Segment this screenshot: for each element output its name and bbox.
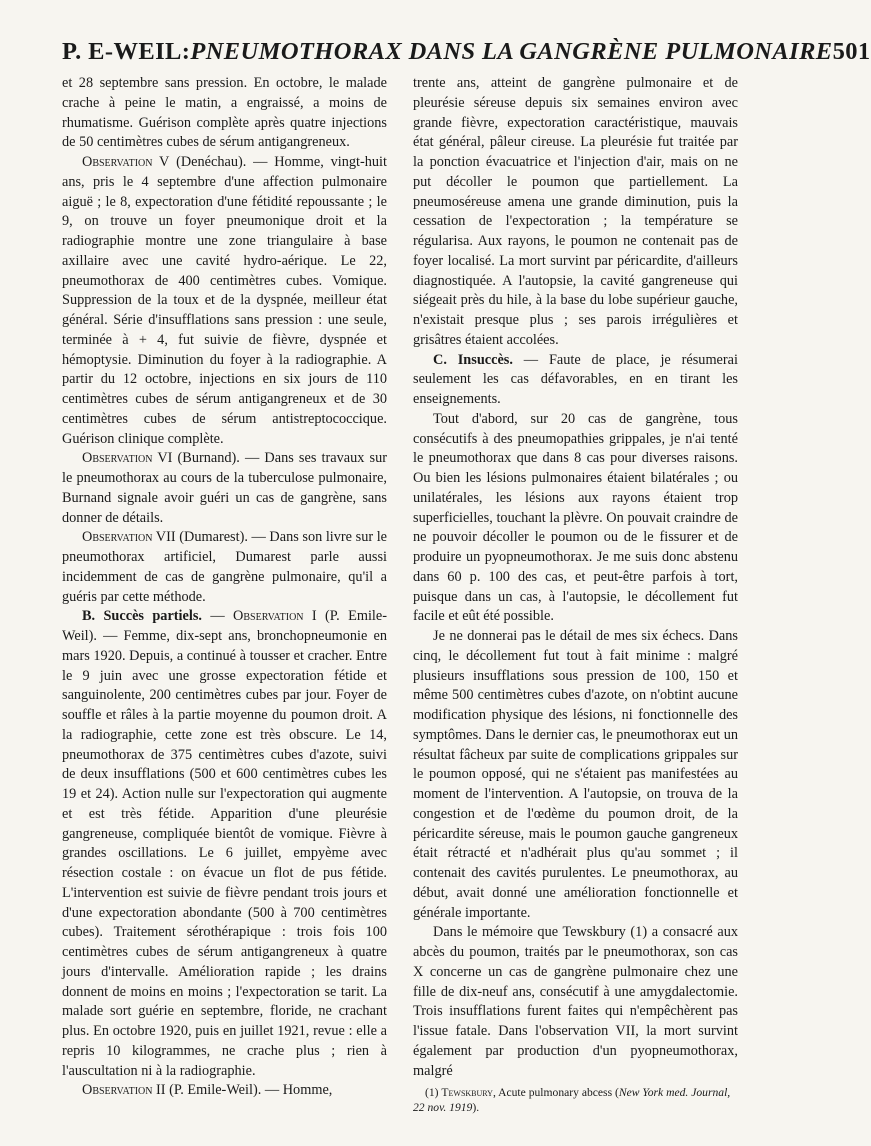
paragraph-observation-ii [62, 1081, 387, 1101]
paragraph: trente ans, atteint de gangrène pulmonaire et de pleurésie séreuse depuis six semaines environ avec grande fièvre, expectoration caractéristique, mauvais état général, pâleur cireuse. La pleurésie fut traitée par la ponction évacuatrice et l'injection d'air, mais on ne put décoller le poumon que partiellement. La pneumoséreuse amena une grande diminution, puis la cessation de l'expectoration ; la température se régularisa. Aux rayons, le poumon ne contenait pas de foyer localisé. La mort survint par péricardite, d'ailleurs diagnostiquée. A l'autopsie, la cavité gangreneuse qui siégeait près du hile, à la base du lobe supérieur gauche, n'existait presque plus ; ses parois irrégulières et grisâtres étaient accolées. [413, 75, 738, 348]
page-number: 501 [832, 38, 871, 65]
paragraph-text: (P. Emile-Weil). — Femme, dix-sept ans, bronchopneumonie en mars 1920. Depuis, a continué à tousser et cracher. Entre le 9 juin avec une grosse expectoration fétide et sanguinolente, 200 centimètres cubes par jour. Foyer de souffle et râles à la partie moyenne du poumon droit. A la radiographie, cette zone est très obscure. Le 14, pneumothorax de 375 centimètres cubes d'azote, suivi de deux insufflations (500 et 600 centimètres cubes les 19 et 24). Action nulle sur l'expectoration qui augmente et est très fétide. Apparition d'une pleurésie gangreneuse, compliquée bientôt de vomique. Fièvre à grandes oscillations. Le 6 juillet, empyème avec résection costale : on évacue un flot de pus fétide. L'intervention est suivie de fièvre pendant trois jours et d'une expectoration abondante (500 à 700 centimètres cubes). Traitement sérothérapique : trois fois 100 centimètres cubes de sérum antigangreneux à quatre jours d'intervalle. Amélioration rapide ; les drains donnent de moins en moins ; l'expectoration se tarit. La malade sort guérie en septembre, floride, ne crachant plus. En octobre 1920, puis en juillet 1921, revue : elle a repris 10 kilogrammes, ne crache plus ; rien à l'auscultation ni à la radiographie. [62, 608, 387, 1079]
paragraph-observation-vii [62, 528, 387, 607]
running-head-author: P. E-WEIL: [62, 38, 191, 65]
section-heading: B. Succès partiels. [82, 608, 202, 625]
section-heading: C. Insuccès. [433, 351, 513, 368]
observation-label: Observation VI [82, 450, 173, 467]
footnote-mark: (1) [425, 1086, 442, 1100]
footnote [413, 1085, 738, 1115]
observation-label: Observation VII [82, 529, 176, 546]
paragraph-observation-v [62, 153, 387, 449]
paragraph: Tout d'abord, sur 20 cas de gangrène, tous consécutifs à des pneumopathies grippales, je n'ai tenté le pneumothorax que dans 8 cas pour diverses raisons. Ou bien les lésions pulmonaires étaient bilatérales ; ou unilatérales, les lésions aux rayons étaient trop superficielles, touchant la plèvre. On pouvait craindre de ne pouvoir décoller le poumon ou de le fissurer et de produire un pyopneumothorax. Je me suis donc abstenu dans 60 p. 100 des cas, et peut-être parfois à tort, puisque dans un cas, à l'autopsie, le décollement fut facile et eût été possible. [413, 410, 738, 625]
footnote-author: Tewskbury, [441, 1086, 496, 1100]
paragraph: et 28 septembre sans pression. En octobre, le malade crache à peine le matin, a engraissé, a moins de rhumatisme. Guérison complète après quatre injections de 50 centimètres cubes de sérum antigangreneux. [62, 75, 387, 151]
footnote-text: Acute pulmonary abcess ( [495, 1086, 619, 1100]
observation-label: Observation I [233, 608, 317, 625]
footnote-end: ). [472, 1101, 480, 1115]
running-head-title: PNEUMOTHORAX DANS LA GANGRÈNE PULMONAIRE [190, 38, 833, 65]
paragraph-text: (Dumarest). — Dans son livre sur le pneumothorax artificiel, Dumarest parle aussi incidemment de cas de gangrène pulmonaire, qu'il a guéris par cette méthode. [62, 529, 388, 605]
paragraph: Je ne donnerai pas le détail de mes six échecs. Dans cinq, le décollement fut tout à fait minime : malgré plusieurs insufflations sous pression de 100, 150 et même 500 centimètres cubes d'azote, on n'obtint aucune modification physique des lésions, ni fonctionnelle des symptômes. Dans le dernier cas, le pneumothorax eut un résultat fâcheux par suite de complications grippales sur le poumon opposé, qui ne s'étaient pas manifestées au moment de l'intervention. A l'autopsie, on trouva de la congestion et de l'œdème du poumon droit, de la péricardite séreuse, mais le poumon gauche gangreneux était rétracté et n'adhérait plus qu'au sommet ; il contenait des cavités purulentes. Le pneumothorax, au début, avait donné une amélioration fonctionnelle et générale importante. [413, 628, 738, 921]
paragraph-observation-vi [62, 449, 387, 528]
observation-label: Observation V [82, 154, 170, 170]
paragraph-text: (P. Emile-Weil). — Homme, [165, 1082, 333, 1099]
dash: — [202, 608, 234, 625]
paragraph-text: — Faute de place, je résumerai seulement les cas défavorables, en en tirant les enseignements. [413, 351, 738, 407]
paragraph-insucces [413, 351, 738, 410]
running-head [62, 38, 871, 66]
paragraph-text: (Denéchau). — Homme, vingt-huit ans, pris le 4 septembre d'une affection pulmonaire aiguë ; le 8, expectoration d'une fétidité repoussante ; le 9, on trouve un foyer pneumonique droit et la radiographie montre une zone triangulaire à base axillaire avec une cavité hydro-aérique. Le 22, pneumothorax de 400 centimètres cubes. Vomique. Suppression de la toux et de la dyspnée, meilleur état général. Série d'insufflations sans pression : une seule, terminée à + 4, fut suivie de fièvre, dyspnée et hémoptysie. Diminution du foyer à la radiographie. A partir du 12 octobre, injections en six jours de 110 centimètres cubes de sérum antigangreneux et de 30 centimètres cubes de sérum antistreptococcique. Guérison clinique complète. [62, 154, 387, 447]
paragraph-succes-partiels [62, 607, 387, 1081]
right-column [413, 74, 738, 1115]
left-column [62, 74, 387, 1115]
paragraph-text: (Burnand). — Dans ses travaux sur le pneumothorax au cours de la tuberculose pulmonaire, Burnand signale avoir guéri un cas de gangrène, sans donner de détails. [62, 450, 387, 526]
two-column-body [62, 74, 738, 1115]
observation-label: Observation II [82, 1082, 166, 1099]
footnote-date: 22 nov. 1919 [413, 1101, 473, 1115]
paragraph: Dans le mémoire que Tewskbury (1) a consacré aux abcès du poumon, traités par le pneumothorax, son cas X concerne un cas de gangrène pulmonaire chez une fille de dix-neuf ans, consécutif à une amygdalectomie. Trois insufflations furent faites qui n'empêchèrent pas l'issue fatale. Dans l'observation VII, la mort survint également par production d'un pyopneumothorax, malgré [413, 924, 738, 1079]
footnote-journal: New York med. Journal, [618, 1086, 731, 1100]
